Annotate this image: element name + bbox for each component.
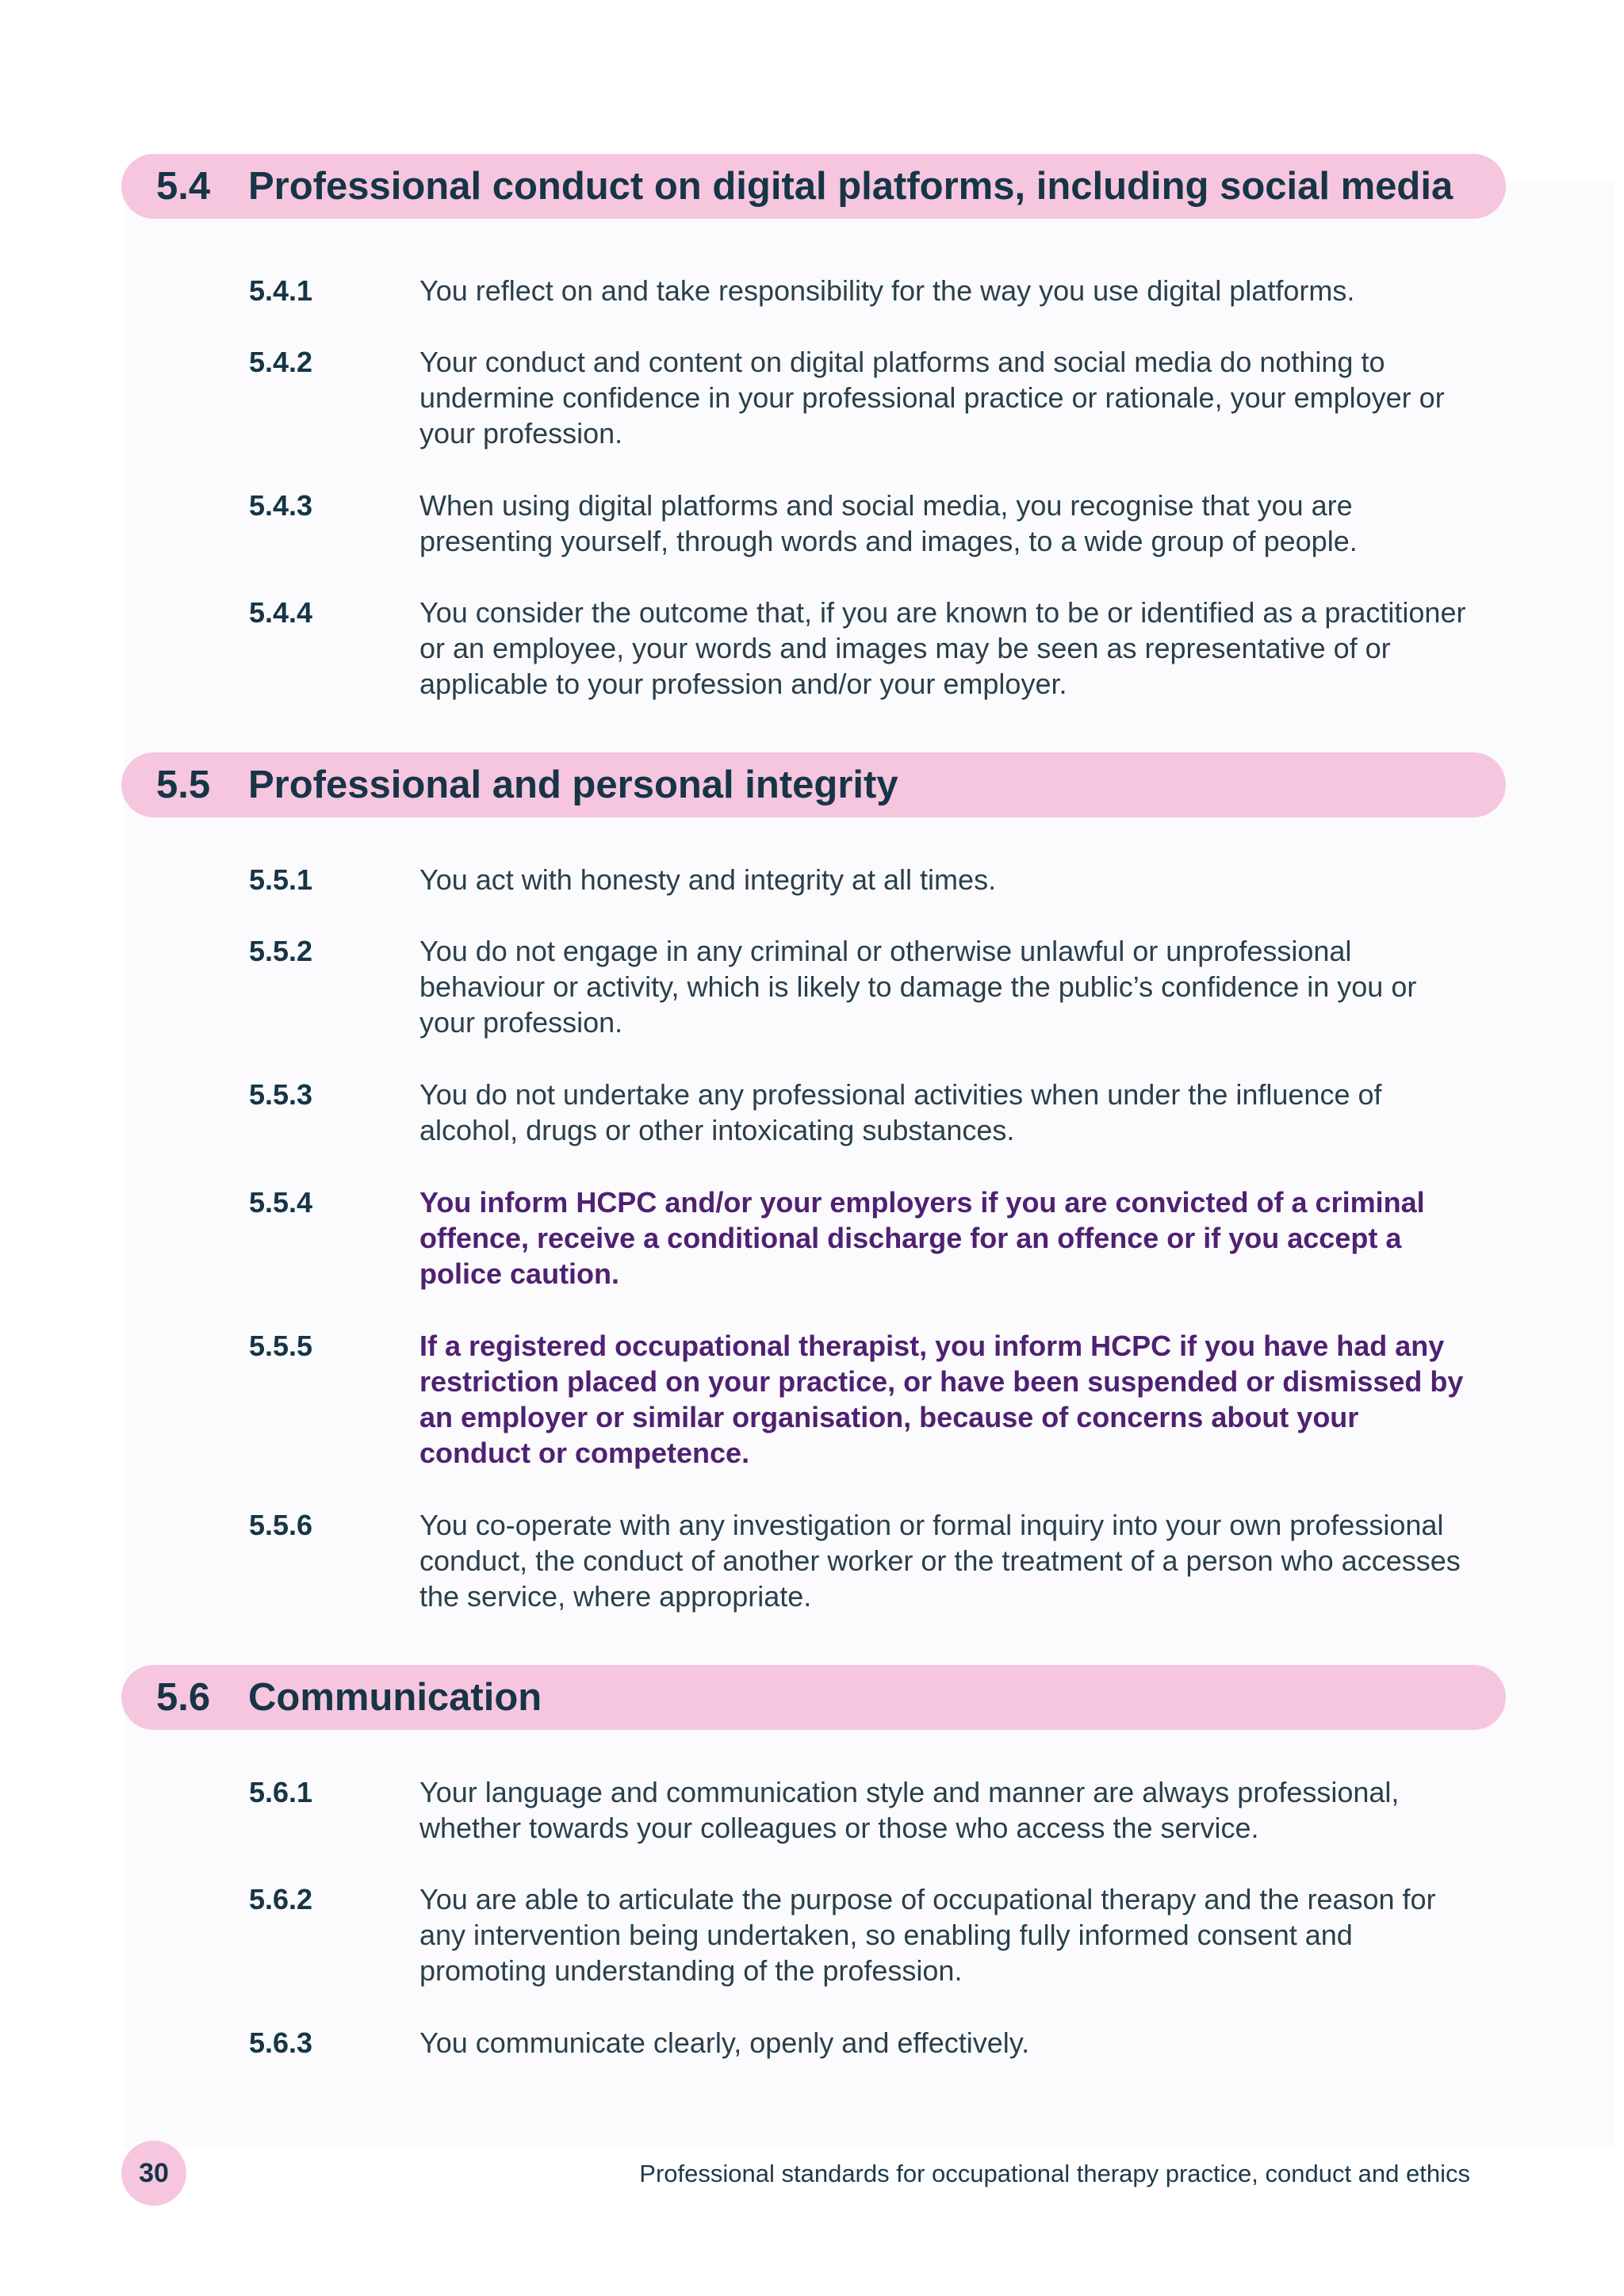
section-title: Communication [248,1676,542,1719]
section-heading-bar [121,1665,1506,1730]
item-number: 5.4.4 [249,596,313,629]
section-number: 5.5 [156,763,211,806]
item-text: When using digital platforms and social media, you recognise that you are presenting yourself, through words and images, to a wide group of people. [419,489,1358,557]
item-number: 5.5.1 [249,863,313,896]
section-heading-bar [121,752,1506,817]
item-text: You do not engage in any criminal or otherwise unlawful or unprofessional behaviour or activity, which is likely to damage the public’s confidence in you or your profession. [419,935,1417,1039]
page-number: 30 [121,2141,186,2206]
item-text: You consider the outcome that, if you are known to be or identified as a practitioner or an employee, your words and images may be seen as representative of or applicable to your profession and/or your employer. [419,596,1466,700]
item-text: You are able to articulate the purpose of occupational therapy and the reason for any intervention being undertaken, so enabling fully informed consent and promoting understanding of the profession. [419,1883,1436,1987]
item-text: You reflect on and take responsibility for the way you use digital platforms. [419,274,1355,307]
item-text: You communicate clearly, openly and effectively. [419,2026,1030,2059]
item-number: 5.5.2 [249,935,313,967]
item-number: 5.4.1 [249,274,313,307]
item-text-emphasis: If a registered occupational therapist, you inform HCPC if you have had any restriction placed on your practice, or have been suspended or dismissed by an employer or similar organisation, because of concerns about your conduct or competence. [419,1330,1464,1469]
item-text: You act with honesty and integrity at all times. [419,863,997,896]
section-heading-bar [121,154,1506,219]
item-text: You co-operate with any investigation or formal inquiry into your own professional conduct, the conduct of another worker or the treatment of a person who accesses the service, where appropriate. [419,1509,1461,1613]
item-number: 5.4.3 [249,489,313,522]
item-text-emphasis: You inform HCPC and/or your employers if you are convicted of a criminal offence, receive a conditional discharge for an offence or if you accept a police caution. [419,1186,1425,1290]
item-number: 5.5.3 [249,1078,313,1111]
section-number: 5.6 [156,1676,211,1719]
item-number: 5.6.3 [249,2026,313,2059]
item-text: Your conduct and content on digital platforms and social media do nothing to undermine confidence in your professional practice or rationale, your employer or your profession. [419,346,1445,450]
item-number: 5.6.2 [249,1883,313,1915]
section-number: 5.4 [156,165,211,208]
item-number: 5.4.2 [249,346,313,378]
section-title: Professional and personal integrity [248,763,898,806]
item-number: 5.6.1 [249,1776,313,1808]
section-title: Professional conduct on digital platforms, including social media [248,165,1454,208]
item-number: 5.5.4 [249,1186,313,1219]
content-background [124,182,1614,2149]
item-number: 5.5.5 [249,1330,313,1362]
footer-document-title: Professional standards for occupational therapy practice, conduct and ethics [639,2160,1470,2187]
item-text: Your language and communication style and manner are always professional, whether towards your colleagues or those who access the service. [419,1776,1400,1844]
item-number: 5.5.6 [249,1509,313,1541]
item-text: You do not undertake any professional activities when under the influence of alcohol, drugs or other intoxicating substances. [419,1078,1382,1146]
